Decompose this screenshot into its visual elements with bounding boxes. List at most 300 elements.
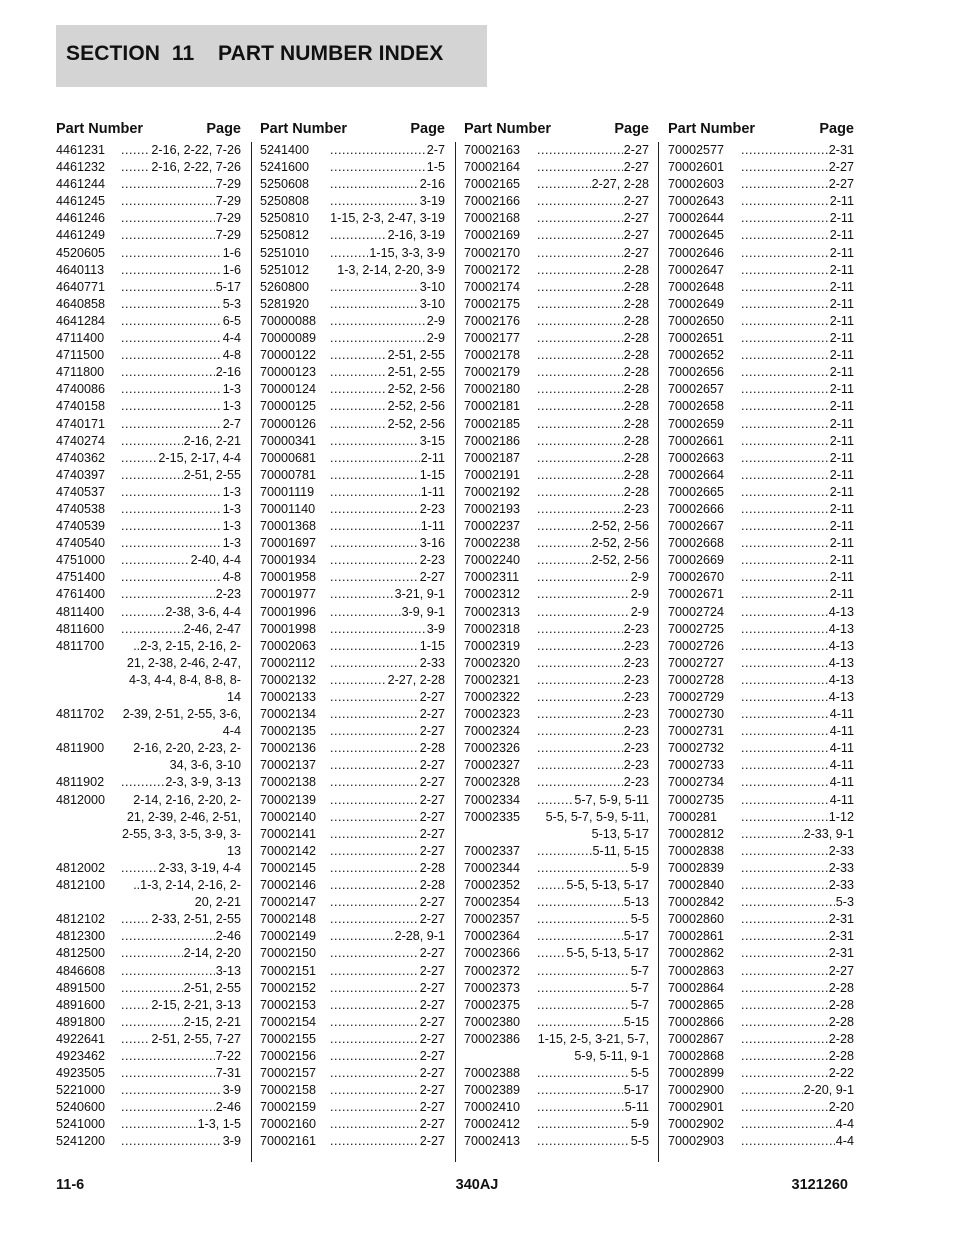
part-number: 70002326 xyxy=(464,741,521,756)
part-number: 70002164 xyxy=(464,160,521,175)
dot-leader xyxy=(741,928,828,945)
section-title: SECTION 11 PART NUMBER INDEX xyxy=(66,42,444,65)
dot-leader xyxy=(537,638,623,655)
page-reference: 2-27 xyxy=(419,1100,445,1115)
index-entry xyxy=(668,313,854,330)
dot-leader xyxy=(537,740,623,757)
index-entry xyxy=(464,484,649,501)
index-entry xyxy=(260,757,445,774)
part-number: 70002150 xyxy=(260,946,317,961)
part-number: 70002324 xyxy=(464,724,521,739)
part-number: 4811902 xyxy=(56,775,105,790)
index-entry xyxy=(260,296,445,313)
page-reference: 2-23 xyxy=(623,638,649,653)
dot-leader xyxy=(121,518,222,535)
index-entry xyxy=(56,245,241,262)
dot-leader xyxy=(330,757,419,774)
part-number: 70002864 xyxy=(668,980,725,995)
page-reference: 1-3 xyxy=(222,519,241,534)
index-entry xyxy=(668,347,854,364)
index-entry xyxy=(668,774,854,791)
index-entry xyxy=(668,450,854,467)
part-number: 70002386 xyxy=(464,1031,521,1046)
page-reference: 1-6 xyxy=(222,262,241,277)
index-entry xyxy=(668,894,854,911)
part-number: 4461244 xyxy=(56,177,106,192)
page-reference: 2-9 xyxy=(426,331,445,346)
dot-leader xyxy=(330,1133,419,1150)
page-reference: 4-13 xyxy=(828,604,854,619)
index-entry xyxy=(464,860,649,877)
index-entry xyxy=(56,518,241,535)
page-reference: 2-11 xyxy=(829,365,854,380)
dot-leader xyxy=(741,860,828,877)
part-number: 70002186 xyxy=(464,433,521,448)
dot-leader xyxy=(330,706,419,723)
page-reference: 2-23 xyxy=(623,775,649,790)
part-number: 70002657 xyxy=(668,382,725,397)
page-reference: 2-52, 2-56 xyxy=(591,536,649,551)
part-number: 4922641 xyxy=(56,1031,106,1046)
part-number: 4461232 xyxy=(56,160,106,175)
part-number: 70002656 xyxy=(668,365,725,380)
dot-leader xyxy=(537,433,623,450)
dot-leader xyxy=(537,398,623,415)
page-reference: 3-15 xyxy=(419,433,445,448)
page-reference: 2-27, 2-28 xyxy=(591,177,649,192)
index-entry xyxy=(668,655,854,672)
index-entry xyxy=(668,193,854,210)
dot-leader xyxy=(537,860,630,877)
dot-leader xyxy=(121,159,150,176)
index-entry xyxy=(56,1099,241,1116)
part-number: 70002812 xyxy=(668,826,725,841)
dot-leader xyxy=(330,1014,419,1031)
page-reference: 2-15, 2-17, 4-4 xyxy=(158,450,241,465)
index-entry xyxy=(56,980,241,997)
part-number: 70002903 xyxy=(668,1134,725,1149)
index-entry xyxy=(464,963,649,980)
part-number: 70002063 xyxy=(260,638,317,653)
index-entry xyxy=(464,262,649,279)
index-entry xyxy=(668,142,854,159)
dot-leader xyxy=(330,672,387,689)
index-entry xyxy=(668,552,854,569)
part-number: 70001998 xyxy=(260,621,317,636)
dot-leader xyxy=(330,1048,419,1065)
index-entry xyxy=(56,313,241,330)
part-number: 70002322 xyxy=(464,690,521,704)
page-reference: 7-22 xyxy=(215,1048,241,1063)
part-number: 70002112 xyxy=(260,655,316,670)
page-reference: 2-28 xyxy=(623,484,649,499)
dot-leader xyxy=(537,1082,623,1099)
dot-leader xyxy=(330,176,419,193)
index-entry xyxy=(464,1099,649,1116)
index-entry xyxy=(464,296,649,313)
page-reference: 2-3, 3-9, 3-13 xyxy=(165,775,241,790)
page-reference: 2-11 xyxy=(829,313,854,328)
part-number: 4891500 xyxy=(56,980,106,995)
dot-leader xyxy=(741,911,828,928)
index-entry xyxy=(56,467,241,484)
page-reference: 5-5 xyxy=(630,1134,649,1149)
dot-leader xyxy=(121,364,215,381)
index-entry xyxy=(260,364,445,381)
page-reference: 2-28 xyxy=(623,467,649,482)
part-number: 70002667 xyxy=(668,519,725,534)
page-reference: 2-23 xyxy=(623,501,649,516)
index-entry xyxy=(668,245,854,262)
part-number: 70002865 xyxy=(668,997,725,1012)
index-entry xyxy=(260,843,445,860)
page-reference: 2-31 xyxy=(828,143,854,157)
part-number: 70002412 xyxy=(464,1117,521,1132)
dot-leader xyxy=(537,672,623,689)
dot-leader xyxy=(121,245,222,262)
index-entry xyxy=(56,963,241,980)
part-number: 70002166 xyxy=(464,194,521,209)
page-reference: 1-3, 1-5 xyxy=(197,1117,241,1132)
index-entry xyxy=(56,227,241,244)
page-reference: 2-27 xyxy=(828,963,854,978)
part-number: 70002153 xyxy=(260,997,317,1012)
index-entry xyxy=(464,843,649,860)
index-entry xyxy=(668,1031,854,1048)
dot-leader xyxy=(741,381,829,398)
part-number: 70002352 xyxy=(464,878,521,893)
page-reference: 2-11 xyxy=(829,519,854,534)
dot-leader xyxy=(741,843,828,860)
index-entry xyxy=(260,330,445,347)
page-reference: 1-15 xyxy=(419,638,445,653)
page-reference: 2-27 xyxy=(419,912,445,927)
index-entry xyxy=(668,980,854,997)
part-number: 70002664 xyxy=(668,467,725,482)
part-number: 70002646 xyxy=(668,245,725,260)
index-entry xyxy=(464,928,649,945)
index-entry xyxy=(464,757,649,774)
part-number: 70002840 xyxy=(668,878,725,893)
footer-page-number: 11-6 xyxy=(56,1177,85,1193)
dot-leader xyxy=(537,296,623,313)
header-page: Page xyxy=(206,121,241,137)
index-entry xyxy=(464,176,649,193)
index-entry xyxy=(56,706,241,740)
page-reference: 2-33 xyxy=(828,860,854,875)
page-reference: 1-3 xyxy=(222,501,241,516)
dot-leader xyxy=(121,1065,215,1082)
dot-leader xyxy=(121,416,222,433)
index-entry xyxy=(464,1014,649,1031)
dot-leader xyxy=(121,1082,222,1099)
index-entry xyxy=(260,586,445,603)
part-number: 70002142 xyxy=(260,843,317,858)
index-entry xyxy=(668,706,854,723)
index-entry xyxy=(260,655,445,672)
part-number: 70002601 xyxy=(668,160,725,175)
dot-leader xyxy=(330,330,426,347)
dot-leader xyxy=(741,877,828,894)
page-reference: 5-3 xyxy=(835,895,854,910)
dot-leader xyxy=(537,1014,623,1031)
dot-leader xyxy=(121,586,215,603)
page-reference: 2-11 xyxy=(829,587,854,602)
dot-leader xyxy=(537,245,623,262)
index-entry xyxy=(668,262,854,279)
page-reference: 4-11 xyxy=(829,707,854,722)
part-number: 70002375 xyxy=(464,997,521,1012)
part-number: 70002354 xyxy=(464,895,521,910)
page-reference: 2-51, 2-55 xyxy=(387,348,445,363)
index-entry xyxy=(260,501,445,518)
dot-leader xyxy=(121,1133,222,1150)
dot-leader xyxy=(741,296,829,313)
header-page: Page xyxy=(410,121,445,137)
part-number: 70001958 xyxy=(260,570,317,585)
index-entry xyxy=(56,860,241,877)
page-reference: 2-27 xyxy=(623,245,649,260)
page-reference: 7-29 xyxy=(215,177,241,192)
index-entry xyxy=(260,894,445,911)
page-reference: 4-4 xyxy=(222,331,241,346)
index-entry xyxy=(56,911,241,928)
index-entry xyxy=(260,826,445,843)
index-entry xyxy=(464,1116,649,1133)
dot-leader xyxy=(121,552,190,569)
part-number: 70001934 xyxy=(260,553,317,568)
page-reference: 1-11 xyxy=(420,484,445,499)
dot-leader xyxy=(121,911,150,928)
dot-leader xyxy=(537,980,630,997)
part-number: 4812500 xyxy=(56,946,106,961)
index-entry xyxy=(260,142,445,159)
part-number: 4812000 xyxy=(56,792,106,807)
part-number: 4740537 xyxy=(56,484,106,499)
index-entry xyxy=(464,518,649,535)
dot-leader xyxy=(121,860,157,877)
page-reference: 5-17 xyxy=(215,279,241,294)
dot-leader xyxy=(537,262,623,279)
part-number: 5260800 xyxy=(260,279,310,294)
page-reference: 1-6 xyxy=(222,245,241,260)
part-number: 70002165 xyxy=(464,177,521,192)
part-number: 70002157 xyxy=(260,1066,317,1081)
part-number: 70002364 xyxy=(464,929,521,944)
index-entry xyxy=(260,638,445,655)
page-reference: 2-27 xyxy=(623,160,649,175)
part-number: 70002652 xyxy=(668,348,725,363)
page-reference: 3-10 xyxy=(419,296,445,311)
part-number: 70002187 xyxy=(464,450,521,465)
page-reference: 5-7 xyxy=(630,963,649,978)
part-number: 5281920 xyxy=(260,296,310,311)
page-reference: 1-3, 2-14, 2-20, 3-9 xyxy=(337,262,445,277)
dot-leader xyxy=(537,227,623,244)
dot-leader xyxy=(537,928,623,945)
index-entry xyxy=(56,928,241,945)
page-reference: 2-28 xyxy=(828,1031,854,1046)
part-number: 70002321 xyxy=(464,672,521,687)
header-part-number: Part Number xyxy=(56,121,144,137)
index-entry xyxy=(668,569,854,586)
dot-leader xyxy=(121,1116,197,1133)
dot-leader xyxy=(741,193,829,210)
page-reference: 2-51, 2-55, 7-27 xyxy=(151,1031,241,1046)
dot-leader xyxy=(741,227,829,244)
dot-leader xyxy=(537,1133,630,1150)
page-reference: 2-31 xyxy=(828,912,854,927)
index-entry xyxy=(668,398,854,415)
dot-leader xyxy=(741,364,829,381)
index-entry xyxy=(668,672,854,689)
page-reference: 1-15, 2-5, 3-21, 5-7, 5-9, 5-11, 9-1 xyxy=(537,1031,649,1063)
index-entry xyxy=(464,792,649,809)
index-entry xyxy=(668,740,854,757)
index-entry xyxy=(56,1065,241,1082)
page-reference: 2-27 xyxy=(419,1066,445,1081)
part-number: 70002866 xyxy=(668,1014,725,1029)
page-reference: 2-52, 2-56 xyxy=(387,399,445,414)
part-number: 4640113 xyxy=(56,262,105,277)
index-entry xyxy=(260,279,445,296)
index-entry xyxy=(260,518,445,535)
dot-leader xyxy=(741,313,829,330)
page-reference: 2-23 xyxy=(623,758,649,773)
index-entry xyxy=(56,416,241,433)
part-number: 70002668 xyxy=(668,536,725,551)
page-reference: 7-29 xyxy=(215,211,241,226)
page-reference: 2-27 xyxy=(419,1134,445,1149)
part-number: 70002650 xyxy=(668,313,725,328)
dot-leader xyxy=(330,911,419,928)
page-reference: 2-27 xyxy=(419,843,445,858)
page-reference: 2-27 xyxy=(828,177,854,192)
dot-leader xyxy=(330,159,426,176)
part-number: 70000124 xyxy=(260,382,317,397)
index-entry xyxy=(260,569,445,586)
part-number: 4923462 xyxy=(56,1048,106,1063)
index-entry xyxy=(668,364,854,381)
index-entry xyxy=(668,826,854,843)
part-number: 5250812 xyxy=(260,228,310,243)
dot-leader xyxy=(330,296,419,313)
page-reference: 5-5, 5-7, 5-9, 5-11, 5-13, 5-17 xyxy=(545,809,649,841)
part-number: 4711400 xyxy=(56,331,105,346)
page-reference: 4-8 xyxy=(222,348,241,363)
dot-leader xyxy=(741,142,828,159)
index-entry xyxy=(56,347,241,364)
page-reference: 2-27 xyxy=(623,211,649,226)
index-entry xyxy=(464,911,649,928)
index-entry xyxy=(56,1116,241,1133)
page-reference: 2-27 xyxy=(419,1083,445,1098)
index-entry xyxy=(56,604,241,621)
page-reference: 2-23 xyxy=(623,741,649,756)
dot-leader xyxy=(741,1116,835,1133)
dot-leader xyxy=(741,638,828,655)
index-entry xyxy=(56,398,241,415)
part-number: 5241600 xyxy=(260,160,310,175)
page-reference: 2-27 xyxy=(419,895,445,910)
part-number: 70002133 xyxy=(260,690,317,704)
part-number: 70002168 xyxy=(464,211,521,226)
part-number: 70001140 xyxy=(260,501,316,516)
part-number: 70002335 xyxy=(464,809,521,824)
index-entry xyxy=(56,1031,241,1048)
dot-leader xyxy=(741,672,828,689)
page-reference: 2-23 xyxy=(419,501,445,516)
index-entry xyxy=(56,1133,241,1150)
page-reference: 2-52, 2-56 xyxy=(387,416,445,431)
header-part-number: Part Number xyxy=(464,121,552,137)
page-reference: 2-28 xyxy=(828,980,854,995)
index-entry xyxy=(260,347,445,364)
part-number: 4711800 xyxy=(56,365,105,380)
index-entry xyxy=(668,1133,854,1150)
dot-leader xyxy=(330,809,419,826)
part-number: 5251010 xyxy=(260,245,310,260)
index-entry xyxy=(56,210,241,227)
page-reference: 2-11 xyxy=(829,194,854,209)
page-reference: 2-27 xyxy=(419,946,445,961)
dot-leader xyxy=(121,176,215,193)
index-entry xyxy=(668,176,854,193)
part-number: 70002357 xyxy=(464,912,521,927)
part-number: 70002181 xyxy=(464,399,521,414)
index-entry xyxy=(56,535,241,552)
part-number: 4740539 xyxy=(56,519,106,534)
page-reference: 4-11 xyxy=(829,792,854,807)
index-column xyxy=(260,118,445,1149)
dot-leader xyxy=(330,586,394,603)
index-entry xyxy=(668,467,854,484)
page-reference: 4-13 xyxy=(828,621,854,636)
part-number: 4811600 xyxy=(56,621,105,636)
header-page: Page xyxy=(614,121,649,137)
dot-leader xyxy=(330,193,419,210)
index-entry xyxy=(56,740,241,774)
dot-leader xyxy=(537,689,623,706)
dot-leader xyxy=(121,313,222,330)
dot-leader xyxy=(121,296,222,313)
index-entry xyxy=(464,997,649,1014)
page-reference: 2-28 xyxy=(419,741,445,756)
dot-leader xyxy=(330,860,419,877)
dot-leader xyxy=(741,279,829,296)
part-number: 70002334 xyxy=(464,792,521,807)
page-reference: 2-20, 9-1 xyxy=(803,1083,854,1098)
page-reference: 2-33, 2-51, 2-55 xyxy=(151,912,241,927)
part-number: 70002240 xyxy=(464,553,521,568)
dot-leader xyxy=(741,535,829,552)
page-reference: 2-9 xyxy=(630,587,649,602)
dot-leader xyxy=(741,398,829,415)
part-number: 70002169 xyxy=(464,228,521,243)
part-number: 70002140 xyxy=(260,809,317,824)
index-entry xyxy=(464,381,649,398)
part-number: 5251012 xyxy=(260,262,310,277)
part-number: 4812100 xyxy=(56,878,106,893)
dot-leader xyxy=(537,911,630,928)
part-number: 4740362 xyxy=(56,450,106,465)
part-number: 70002729 xyxy=(668,690,725,704)
index-entry xyxy=(56,1014,241,1031)
dot-leader xyxy=(741,210,829,227)
page-reference: 2-33, 9-1 xyxy=(803,826,854,841)
page-reference: 2-28 xyxy=(828,1014,854,1029)
index-entry xyxy=(56,330,241,347)
